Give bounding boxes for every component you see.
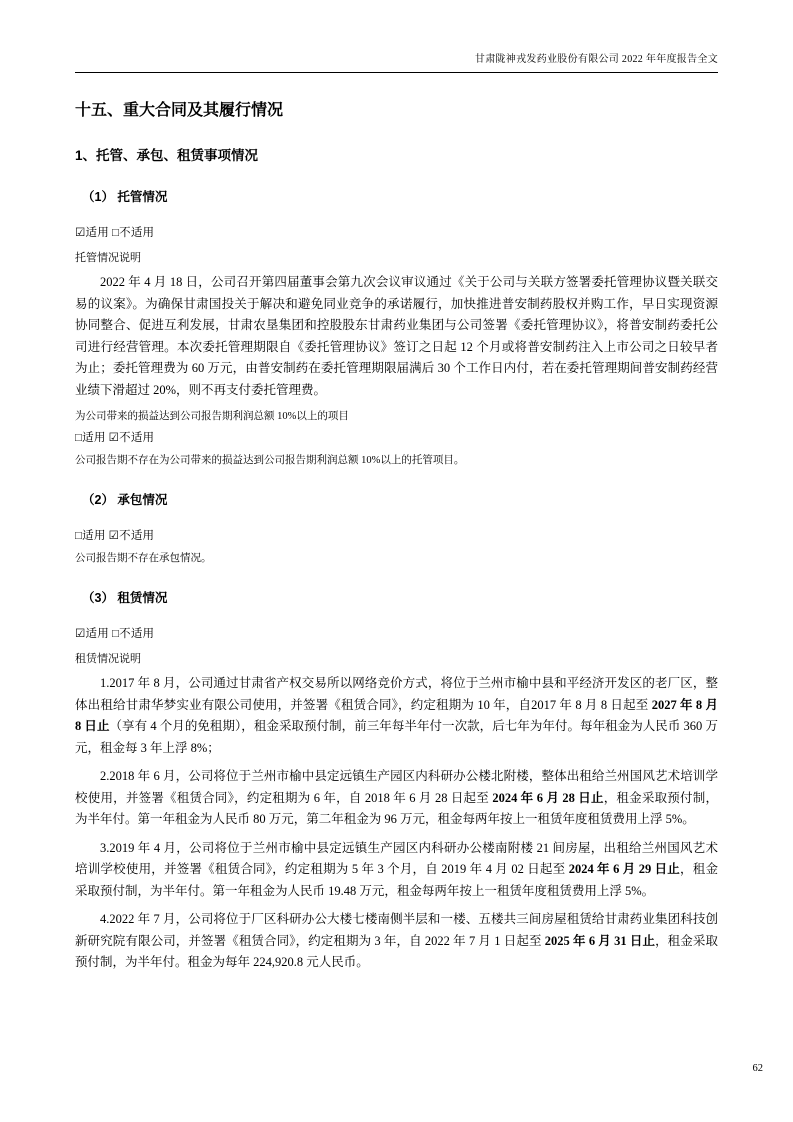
trusteeship-paragraph: 2022 年 4 月 18 日，公司召开第四届董事会第九次会议审议通过《关于公司与关联方签署委托管理协议暨关联交易的议案》。为确保甘肃国投关于解决和避免同业竞争的承诺履行，加快推进普安制药股权并购工作，早日实现资源协同整合、促进互利发展，甘肃农垦集团和控股股东甘肃药业集团与公司签署《委托管理协议》，将普安制药委托公司进行经营管理。本次委托管理期限自《委托管理协议》签订之日起 12 个月或将普安制药注入上市公司之日较早者为止；委托管理费为 60 万元，由普安制药在委托管理期限届满后 30 个工作日内付，若在委托管理期间普安制药经营业绩下滑超过 20%，则不再支付委托管理费。 (75, 275, 718, 397)
subsection-trusteeship-title: （1） 托管情况 (82, 190, 168, 204)
subsection-leasing-title: （3） 租赁情况 (82, 591, 168, 605)
trusteeship-note-label: 托管情况说明 (75, 252, 141, 264)
profit-note: 公司报告期不存在为公司带来的损益达到公司报告期利润总额 10%以上的托管项目。 (75, 455, 465, 466)
header-divider (75, 72, 718, 73)
header-title: 甘肃陇神戎发药业股份有限公司 2022 年年度报告全文 (474, 54, 718, 65)
page-footer (753, 1063, 764, 1074)
leasing-note-label: 租赁情况说明 (75, 653, 141, 665)
leasing-item-1: 1.2017 年 8 月，公司通过甘肃省产权交易所以网络竞价方式，将位于兰州市榆中县和平经济开发区的老厂区，整体出租给甘肃华梦实业有限公司使用，并签署《租赁合同》，约定租期为 10 年，自2017 年 8 月 8 日起至 2027 年 8 月 8 日止（享有 4 个月的免租期），租金采取预付制，前三年每半年付一次款，后七年为年付。每年租金为人民币 360 万元，租金每 3 年上浮 8%； (75, 676, 718, 755)
leasing-applicability-checkboxes: ☑适用 □不适用 (75, 628, 155, 640)
subsection-contracting-title: （2） 承包情况 (82, 493, 168, 507)
document-content (75, 97, 718, 974)
page-number: 62 (752, 1063, 763, 1074)
profit-applicability-checkboxes: □适用 ☑不适用 (75, 432, 155, 444)
chapter-title: 十五、重大合同及其履行情况 (75, 102, 284, 119)
contracting-note: 公司报告期不存在承包情况。 (75, 553, 212, 564)
section-title: 1、托管、承包、租赁事项情况 (75, 148, 259, 163)
profit-project-label: 为公司带来的损益达到公司报告期利润总额 10%以上的项目 (75, 411, 349, 422)
contracting-applicability-checkboxes: □适用 ☑不适用 (75, 530, 155, 542)
leasing-item-4: 4.2022 年 7 月，公司将位于厂区科研办公大楼七楼南侧半层和一楼、五楼共三间房屋租赁给甘肃药业集团科技创新研究院有限公司，并签署《租赁合同》，约定租期为 3 年，自 2022 年 7 月 1 日起至 2025 年 6 月 31 日止，租金采取预付制，为半年付。租金为每年 224,920.8 元人民币。 (75, 912, 718, 969)
trusteeship-applicability-checkboxes: ☑适用 □不适用 (75, 227, 155, 239)
leasing-item-2: 2.2018 年 6 月，公司将位于兰州市榆中县定远镇生产园区内科研办公楼北附楼，整体出租给兰州国风艺术培训学校使用，并签署《租赁合同》，约定租期为 6 年，自 2018 年 6 月 28 日起至 2024 年 6 月 28 日止，租金采取预付制，为半年付。第一年租金为人民币 80 万元，第二年租金为 96 万元，租金每两年按上一租赁年度租赁费用上浮 5%。 (75, 769, 718, 826)
leasing-item-3: 3.2019 年 4 月，公司将位于兰州市榆中县定远镇生产园区内科研办公楼南附楼 21 间房屋，出租给兰州国风艺术培训学校使用，并签署《租赁合同》，约定租期为 5 年 3 个月，自 2019 年 4 月 02 日起至 2024 年 6 月 29 日止，租金采取预付制，为半年付。第一年租金为人民币 19.48 万元，租金每两年按上一租赁年度租赁费用上浮 5%。 (75, 840, 718, 898)
page-header (75, 50, 718, 65)
